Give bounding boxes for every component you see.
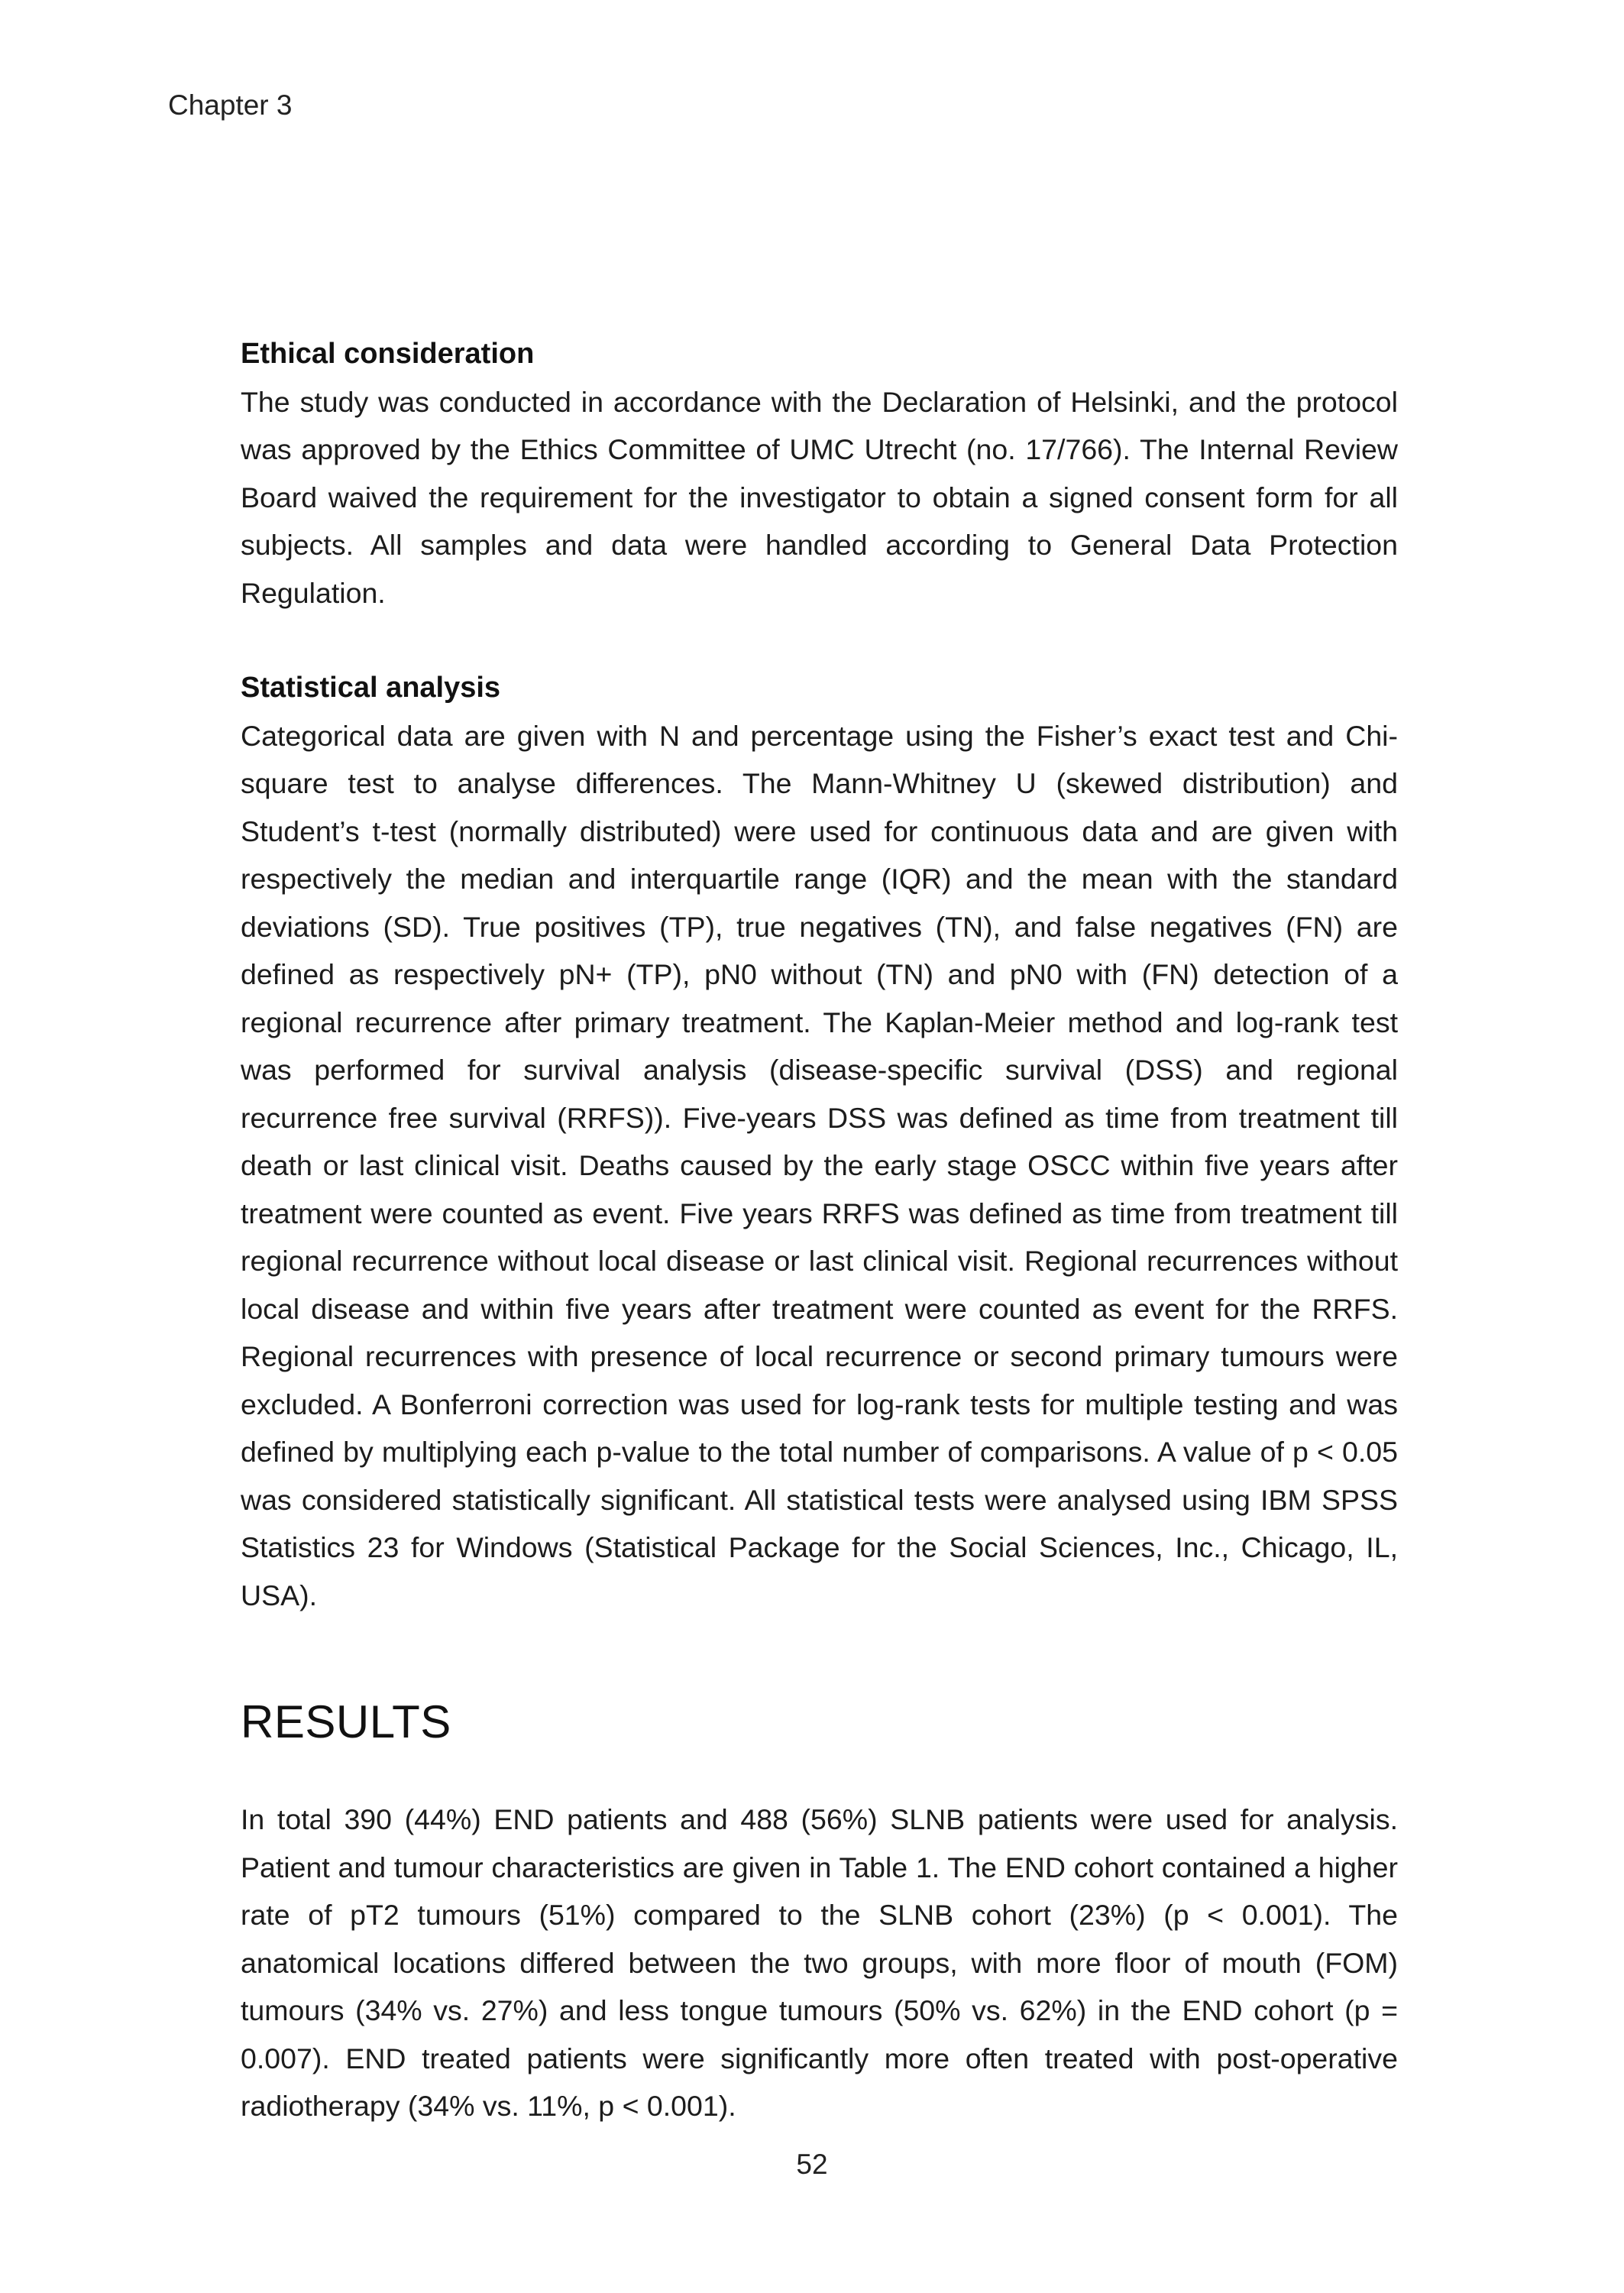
- statistics-heading: Statistical analysis: [241, 672, 501, 704]
- running-header-chapter: Chapter 3: [168, 89, 293, 121]
- results-title: RESULTS: [241, 1696, 451, 1747]
- results-paragraph: In total 390 (44%) END patients and 488 (56%) SLNB patients were used for analysis. Patient and tumour characteristics are given in Table 1. The END cohort contained a higher rate of pT2 tumours (51%) compared to the SLNB cohort (23%) (p < 0.001). The anatomical locations differed between the two groups, with more floor of mouth (FOM) tumours (34% vs. 27%) and less tongue tumours (50% vs. 62%) in the END cohort (p = 0.007). END treated patients were significantly more often treated with post-operative radiotherapy (34% vs. 11%, p < 0.001).: [241, 1803, 1398, 2122]
- ethics-paragraph: The study was conducted in accordance with the Declaration of Helsinki, and the protocol was approved by the Ethics Committee of UMC Utrecht (no. 17/766). The Internal Review Board waived the requirement for the investigator to obtain a signed consent form for all subjects. All samples and data were handled according to General Data Protection Regulation.: [241, 385, 1398, 609]
- ethics-heading: Ethical consideration: [241, 338, 535, 370]
- page-number: 52: [796, 2149, 828, 2180]
- page-content: [241, 330, 1398, 2130]
- section-spacer: [241, 617, 1398, 664]
- statistics-paragraph: Categorical data are given with N and percentage using the Fisher’s exact test and Chi-square test to analyse differences. The Mann-Whitney U (skewed distribution) and Student’s t-test (normally distributed) were used for continuous data and are given with respectively the median and interquartile range (IQR) and the mean with the standard deviations (SD). True positives (TP), true negatives (TN), and false negatives (FN) are defined as respectively pN+ (TP), pN0 without (TN) and pN0 with (FN) detection of a regional recurrence after primary treatment. The Kaplan-Meier method and log-rank test was performed for survival analysis (disease-specific survival (DSS) and regional recurrence free survival (RRFS)). Five-years DSS was defined as time from treatment till death or last clinical visit. Deaths caused by the early stage OSCC within five years after treatment were counted as event. Five years RRFS was defined as time from treatment till regional recurrence without local disease or last clinical visit. Regional recurrences without local disease and within five years after treatment were counted as event for the RRFS. Regional recurrences with presence of local recurrence or second primary tumours were excluded. A Bonferroni correction was used for log-rank tests for multiple testing and was defined by multiplying each p-value to the total number of comparisons. A value of p < 0.05 was considered statistically significant. All statistical tests were analysed using IBM SPSS Statistics 23 for Windows (Statistical Package for the Social Sciences, Inc., Chicago, IL, USA).: [241, 719, 1398, 1611]
